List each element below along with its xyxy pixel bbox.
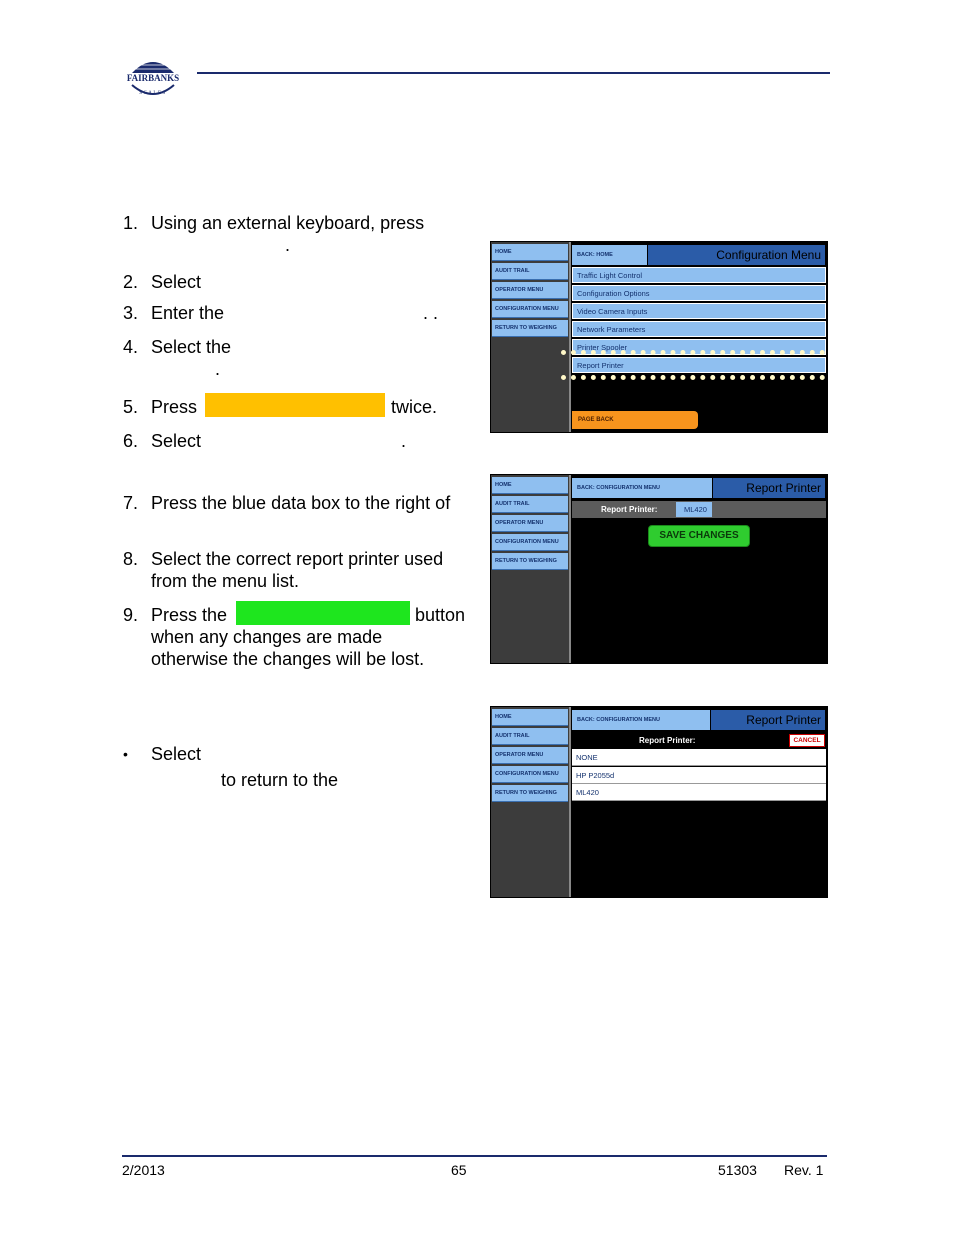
back-button[interactable]: BACK: CONFIGURATION MENU bbox=[572, 478, 712, 498]
step-number: 9. bbox=[123, 605, 139, 625]
sidebar-item-configuration-menu[interactable]: CONFIGURATION MENU bbox=[492, 534, 568, 551]
menu-item-printer-spooler[interactable]: Printer Spooler bbox=[572, 339, 826, 355]
sidebar-divider bbox=[569, 707, 571, 897]
step-number: 8. bbox=[123, 549, 139, 569]
step-text: Select the correct report printer used bbox=[151, 549, 444, 569]
back-button[interactable]: BACK: HOME bbox=[572, 245, 647, 265]
step-text: Press the blue data box to the right of bbox=[151, 493, 451, 513]
step-number: 2. bbox=[123, 272, 139, 292]
selection-dotted-top bbox=[561, 350, 825, 355]
step-text-tail: . bbox=[401, 431, 407, 451]
step-text-2: when any changes are made bbox=[151, 627, 383, 647]
step-number: 3. bbox=[123, 303, 139, 323]
sidebar bbox=[491, 242, 569, 432]
step-text: Press bbox=[151, 397, 198, 417]
screenshot-report-printer bbox=[490, 474, 828, 664]
step-text-tail: button bbox=[415, 605, 466, 625]
sidebar-item-operator-menu[interactable]: OPERATOR MENU bbox=[492, 282, 568, 299]
page-back-button[interactable]: PAGE BACK bbox=[572, 411, 698, 429]
cancel-button[interactable]: CANCEL bbox=[789, 734, 825, 747]
list-item-none[interactable]: NONE bbox=[572, 749, 826, 766]
list-item-hp-p2055d[interactable]: HP P2055d bbox=[572, 767, 826, 784]
green-highlight-block bbox=[236, 601, 410, 625]
header-rule bbox=[197, 72, 830, 74]
footer-rule bbox=[122, 1155, 827, 1157]
logo-subtext: SCALES bbox=[139, 91, 167, 96]
sidebar-divider bbox=[569, 242, 571, 432]
step-text: Enter the bbox=[151, 303, 225, 323]
sidebar-item-home[interactable]: HOME bbox=[492, 709, 568, 726]
step-text-2: . bbox=[285, 235, 291, 255]
report-printer-label: Report Printer: bbox=[639, 736, 696, 745]
screen-title: Report Printer bbox=[711, 710, 825, 730]
step-text: Select the bbox=[151, 337, 232, 357]
footer-doc-number: 51303 bbox=[718, 1162, 757, 1178]
back-button[interactable]: BACK: CONFIGURATION MENU bbox=[572, 710, 710, 730]
selection-dotted-bottom bbox=[561, 375, 825, 380]
list-item-ml420[interactable]: ML420 bbox=[572, 784, 826, 801]
screen-title: Report Printer bbox=[713, 478, 825, 498]
orange-highlight-block bbox=[205, 393, 385, 417]
step-number: 6. bbox=[123, 431, 139, 451]
step-text-tail: . . bbox=[423, 303, 439, 323]
fairbanks-logo-icon bbox=[122, 55, 184, 99]
screen-title: Configuration Menu bbox=[648, 245, 825, 265]
bullet-text: Select bbox=[151, 744, 202, 764]
sidebar-item-configuration-menu[interactable]: CONFIGURATION MENU bbox=[492, 766, 568, 783]
step-text: Select bbox=[151, 431, 202, 451]
logo-wordmark: FAIRBANKS bbox=[126, 73, 180, 83]
step-number: 4. bbox=[123, 337, 139, 357]
save-changes-button[interactable]: SAVE CHANGES bbox=[648, 525, 750, 547]
sidebar bbox=[491, 475, 569, 663]
footer-page-number: 65 bbox=[451, 1162, 467, 1178]
step-text-3: otherwise the changes will be lost. bbox=[151, 649, 425, 669]
sidebar-divider bbox=[569, 475, 571, 663]
footer-date: 2/2013 bbox=[122, 1162, 165, 1178]
menu-item-configuration-options[interactable]: Configuration Options bbox=[572, 285, 826, 301]
bullet-text-2: to return to the bbox=[221, 770, 339, 790]
sidebar-item-return-to-weighing[interactable]: RETURN TO WEIGHING bbox=[492, 553, 568, 570]
step-text: Select bbox=[151, 272, 202, 292]
bullet-symbol: • bbox=[123, 746, 128, 762]
sidebar-item-home[interactable]: HOME bbox=[492, 244, 568, 261]
sidebar bbox=[491, 707, 569, 897]
step-text-2: from the menu list. bbox=[151, 571, 300, 591]
footer-revision: Rev. 1 bbox=[784, 1162, 824, 1178]
sidebar-item-return-to-weighing[interactable]: RETURN TO WEIGHING bbox=[492, 320, 568, 337]
menu-item-report-printer[interactable]: Report Printer bbox=[572, 357, 826, 373]
menu-item-traffic-light-control[interactable]: Traffic Light Control bbox=[572, 267, 826, 283]
report-printer-value-box[interactable]: ML420 bbox=[676, 502, 712, 517]
menu-item-network-parameters[interactable]: Network Parameters bbox=[572, 321, 826, 337]
step-number: 5. bbox=[123, 397, 139, 417]
menu-item-video-camera-inputs[interactable]: Video Camera Inputs bbox=[572, 303, 826, 319]
sidebar-item-audit-trail[interactable]: AUDIT TRAIL bbox=[492, 263, 568, 280]
report-printer-label: Report Printer: bbox=[601, 505, 658, 514]
sidebar-item-home[interactable]: HOME bbox=[492, 477, 568, 494]
sidebar-item-return-to-weighing[interactable]: RETURN TO WEIGHING bbox=[492, 785, 568, 802]
sidebar-item-audit-trail[interactable]: AUDIT TRAIL bbox=[492, 496, 568, 513]
screenshot-configuration-menu bbox=[490, 241, 828, 433]
step-text: Using an external keyboard, press bbox=[151, 213, 425, 233]
step-text-2: . bbox=[215, 359, 221, 379]
sidebar-item-audit-trail[interactable]: AUDIT TRAIL bbox=[492, 728, 568, 745]
step-text: Press the bbox=[151, 605, 228, 625]
step-number: 7. bbox=[123, 493, 139, 513]
screenshot-report-printer-list bbox=[490, 706, 828, 898]
sidebar-item-configuration-menu[interactable]: CONFIGURATION MENU bbox=[492, 301, 568, 318]
step-number: 1. bbox=[123, 213, 139, 233]
step-text-tail: twice. bbox=[391, 397, 438, 417]
sidebar-item-operator-menu[interactable]: OPERATOR MENU bbox=[492, 515, 568, 532]
sidebar-item-operator-menu[interactable]: OPERATOR MENU bbox=[492, 747, 568, 764]
